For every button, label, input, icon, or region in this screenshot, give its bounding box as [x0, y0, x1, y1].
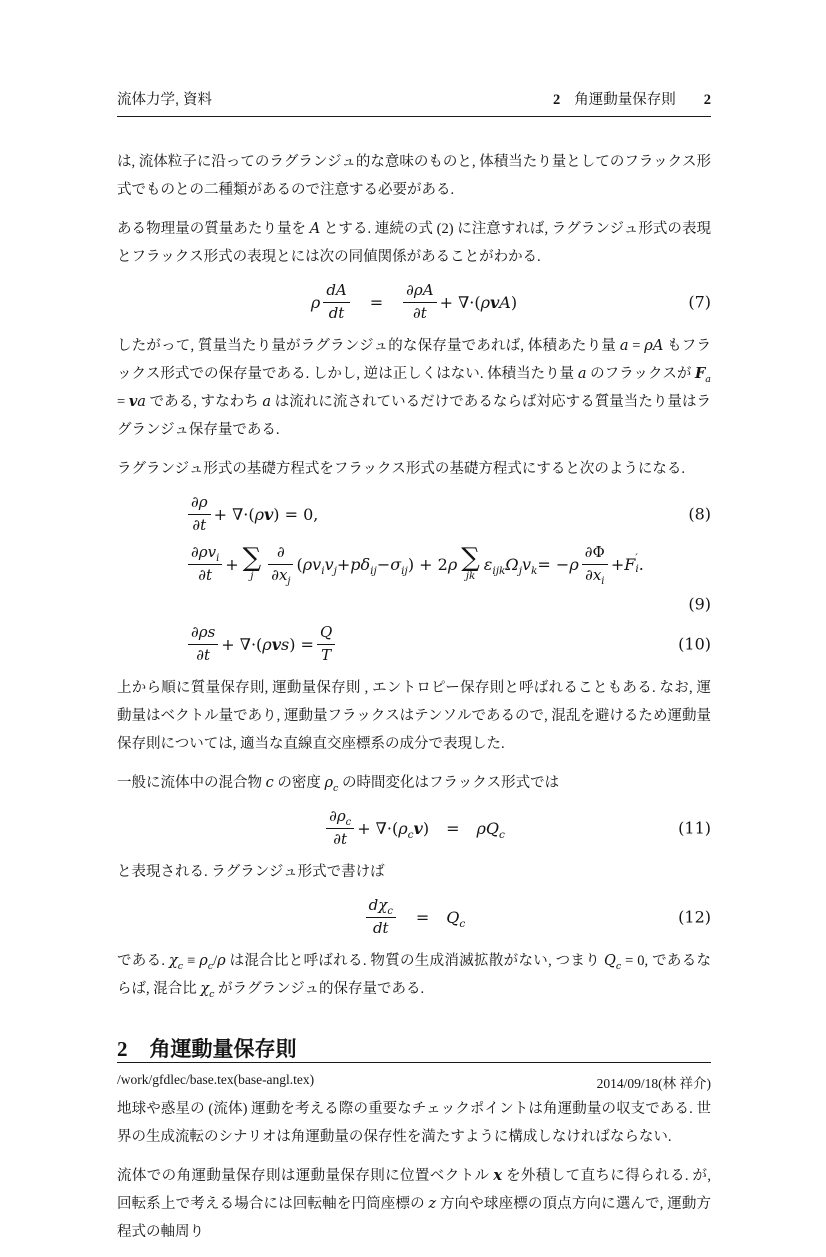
equation-10-body: $\frac{\partial\rho s}{\partial t}$ + ∇·( ρ v s ) = $\frac{Q}{T}$: [185, 624, 338, 664]
equation-7: [117, 282, 711, 322]
section-heading: [117, 1033, 711, 1063]
paragraph-7: と表現される. ラグランジュ形式で書けば: [117, 864, 385, 880]
paragraph-4: ラグランジュ形式の基礎方程式をフラックス形式の基礎方程式にすると次のようになる.: [117, 461, 686, 477]
equation-12-body: $\frac{d\chi_c}{dt}$ = $Q_c$: [363, 897, 466, 937]
paragraph-3: したがって, 質量当たり量がラグランジュ的な保存量であれば, 体積あたり量 a = ρA もフラックス形式での保存量である. しかし, 逆は正しくはない. 体積当たり量 a のフラックスが $F_a$ = va である, すなわち a は流れに流されているだけであるならば対応する質量当たり量はラグランジュ保存量である.: [117, 338, 712, 438]
equation-10-number: (10): [678, 634, 711, 654]
equation-12: [117, 897, 711, 937]
equation-8: [117, 494, 711, 534]
footer-source-path: /work/gfdlec/base.tex(base-angl.tex): [117, 1072, 315, 1087]
page-footer: [117, 1062, 711, 1092]
paragraph-10: 流体での角運動量保存則は運動量保存則に位置ベクトル x を外積して直ちに得られる. が, 回転系上で考える場合には回転軸を円筒座標の z 方向や球座標の頂点方向に選んで, 運動方程式の軸周り: [117, 1167, 712, 1240]
equation-9-body: $\frac{\partial\rho v_i}{\partial t}$ + ∑ j $\frac{\partial}{\partial x_j}$ ( $\rho v_iv_j$ + $p\delta_{ij}$ − $\sigma_{ij}$ ) + 2 ρ ∑ jk $\varepsilon_{ijk}$ $\Omega_jv_k$ = − ρ $\frac{\partial\Phi}{\partial x_i}$ + F ′ i .: [185, 544, 644, 584]
paragraph-6: 一般に流体中の混合物 c の密度 $\rho_c$ の時間変化はフラックス形式では: [117, 775, 560, 794]
header-right: [553, 88, 711, 109]
equation-8-body: $\frac{\partial\rho}{\partial t}$ + ∇·( ρ v ) = 0,: [185, 494, 318, 534]
equation-7-body: ρ $\frac{dA}{dt}$ = $\frac{\partial\rho A}{\partial t}$ + ∇·( ρ v A ): [310, 281, 518, 322]
equation-7-number: (7): [688, 292, 711, 312]
paragraph-1: は, 流体粒子に沿ってのラグランジュ的な意味のものと, 体積当たり量としてのフラックス形式でものとの二種類があるので注意する必要がある.: [117, 154, 711, 198]
header-section-title: 角運動量保存則: [574, 92, 676, 108]
equation-9-number: (9): [688, 594, 711, 614]
section-title: 角運動量保存則: [149, 1038, 297, 1061]
equation-11-number: (11): [678, 818, 711, 838]
header-page-number: 2: [703, 92, 711, 108]
paragraph-2: ある物理量の質量あたり量を A とする. 連続の式 (2) に注意すれば, ラグランジュ形式の表現とフラックス形式の表現とには次の同値関係があることがわかる.: [117, 221, 711, 265]
section-number: 2: [117, 1037, 128, 1061]
equation-10: [117, 624, 711, 664]
header-section-number: 2: [553, 92, 561, 108]
equation-11: [117, 808, 711, 848]
footer-date-author: 2014/09/18(林 祥介): [596, 1076, 711, 1091]
paragraph-9: 地球や惑星の (流体) 運動を考える際の重要なチェックポイントは角運動量の収支である. 世界の生成流転のシナリオは角運動量の保存性を満たすように構成しなければならない.: [117, 1101, 711, 1145]
equation-12-number: (12): [678, 907, 711, 927]
paragraph-5: 上から順に質量保存則, 運動量保存則 , エントロピー保存則と呼ばれることもある. なお, 運動量はベクトル量であり, 運動量フラックスはテンソルであるので, 混乱を避けるため運動量保存則については, 適当な直線直交座標系の成分で表現した.: [117, 680, 711, 752]
equation-11-body: $\frac{\partial\rho_c}{\partial t}$ + ∇·( $\rho_c$ v ) = $\rho Q_c$: [323, 808, 505, 848]
equation-9: [117, 543, 711, 587]
equation-9-number-row: [117, 594, 711, 614]
page-header: [117, 88, 711, 117]
equation-8-number: (8): [688, 504, 711, 524]
paragraph-8: である. $\chi_c \equiv \rho_c/\rho$ は混合比と呼ばれる. 物質の生成消滅拡散がない, つまり $Q_c = 0$, であるならば, 混合比 $\chi_c$ がラグランジュ的保存量である.: [117, 953, 712, 1000]
header-left-title: 流体力学, 資料: [117, 92, 213, 108]
